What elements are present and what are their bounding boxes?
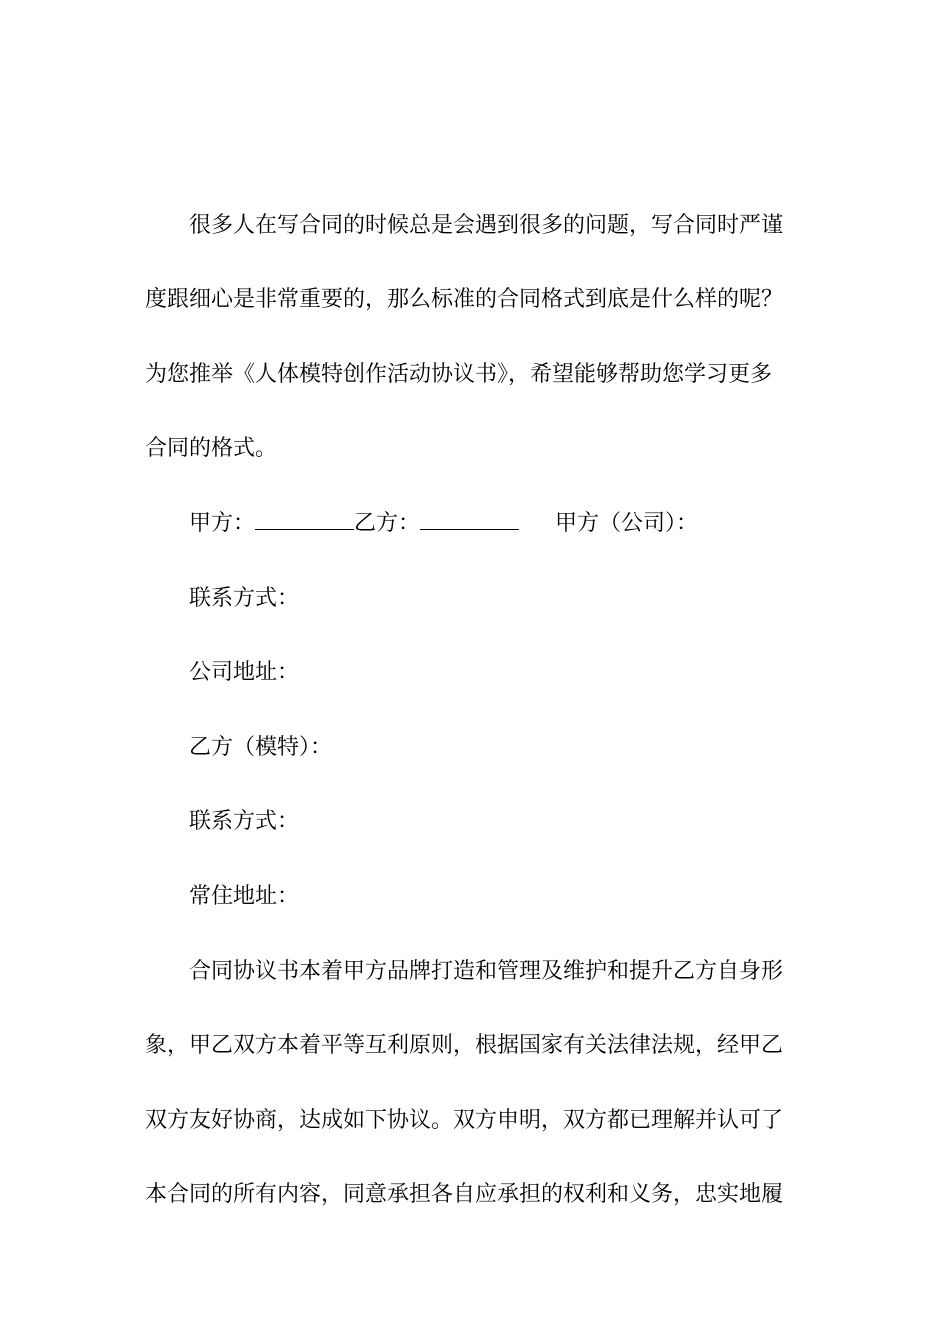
contact-b-field: 联系方式： [189,809,300,834]
intro-line-3: 为您推举《人体模特创作活动协议书》，希望能够帮助您学习更多 [145,362,773,387]
party-b-blank [420,509,519,530]
party-b-model-field: 乙方（模特）： [189,735,333,760]
parties-line [189,509,805,539]
intro-line-2: 度跟细心是非常重要的，那么标准的合同格式到底是什么样的呢？ [145,287,784,312]
body-line-3: 双方友好协商，达成如下协议。双方申明，双方都已理解并认可了 [145,1108,784,1133]
body-line-2: 象，甲乙双方本着平等互利原则，根据国家有关法律法规，经甲乙 [145,1033,784,1058]
party-a-label: 甲方： [189,511,256,536]
party-a-company-label: 甲方（公司）： [555,511,699,536]
body-line-4: 本合同的所有内容，同意承担各自应承担的权利和义务，忠实地履 [145,1182,784,1207]
party-b-label: 乙方： [354,511,421,536]
company-address-field: 公司地址： [189,660,300,685]
intro-line-4: 合同的格式。 [145,436,278,461]
contact-a-field: 联系方式： [189,586,300,611]
body-line-1: 合同协议书本着甲方品牌打造和管理及维护和提升乙方自身形 [189,959,784,984]
residence-address-field: 常住地址： [189,884,300,909]
intro-line-1: 很多人在写合同的时候总是会遇到很多的问题，写合同时严谨 [189,213,784,238]
party-a-blank [255,509,354,530]
